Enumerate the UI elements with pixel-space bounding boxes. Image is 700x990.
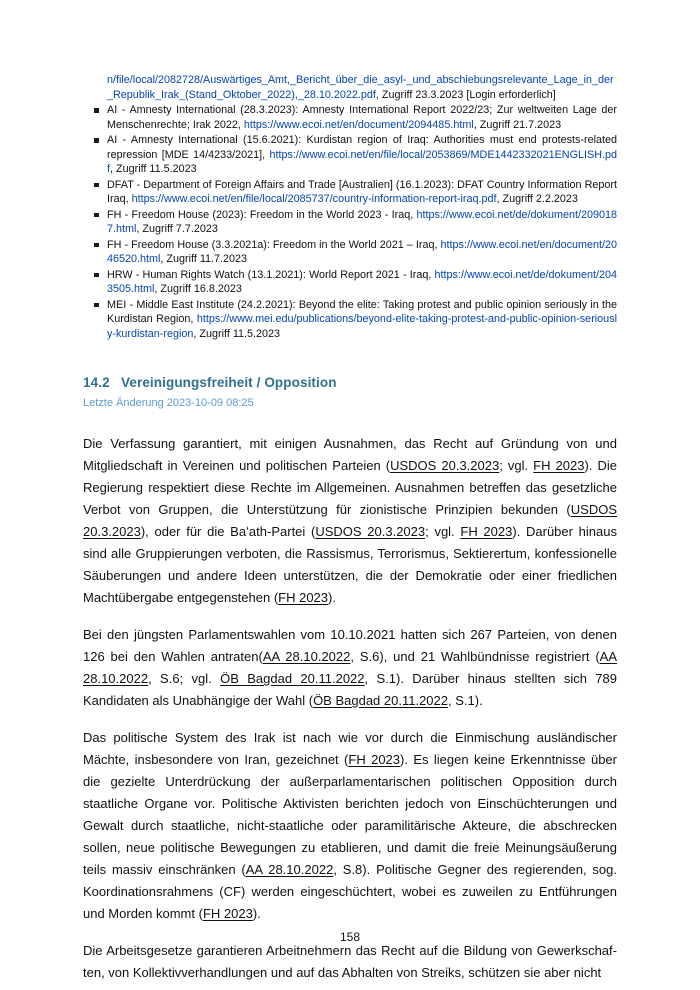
citation-link[interactable]: ÖB Bagdad 20.11.2022 [313, 693, 448, 708]
paragraph [83, 727, 617, 925]
body-paragraphs [83, 433, 617, 984]
text-run: Die Arbeitsgesetze garantieren Arbeitnehmern das Recht auf die Bildung von Gewerkschaften, von Kollektivverhandlungen und auf das Abhalten von Streiks, schützen sie aber nicht [83, 943, 617, 980]
text-run: FH - Freedom House (2023): Freedom in the World 2023 - Iraq, [107, 208, 417, 221]
text-run: ). [328, 590, 336, 605]
bibliography-item [83, 298, 617, 342]
citation-link[interactable]: USDOS 20.3.2023 [390, 458, 500, 473]
text-run: , S.8). Politische Gegner des regierenden, sog. Koordinationsrahmens (CF) werden eingeschüchtert, wobei es zuweilen zu Entführungen und Morden kommt ( [83, 862, 617, 921]
hyperlink[interactable]: https://www.ecoi.net/de/dokument/2090187.html [107, 208, 617, 235]
bibliography-item [83, 238, 617, 267]
citation-link[interactable]: FH 2023 [533, 458, 585, 473]
citation-link[interactable]: USDOS 20.3.2023 [83, 502, 617, 539]
text-run: , Zugriff 11.5.2023 [110, 163, 197, 175]
hyperlink[interactable]: https://www.ecoi.net/de/dokument/2043505.html [107, 268, 617, 295]
paragraph [83, 940, 617, 984]
citation-link[interactable]: FH 2023 [348, 752, 401, 767]
last-change-note: Letzte Änderung 2023-10-09 08:25 [83, 397, 254, 409]
text-run: HRW - Human Rights Watch (13.1.2021): World Report 2021 - Iraq, [107, 268, 435, 281]
citation-link[interactable]: AA 28.10.2022 [83, 649, 618, 686]
bibliography-item [83, 178, 617, 207]
text-run: , Zugriff 2.2.2023 [496, 193, 578, 205]
text-run: , Zugriff 21.7.2023 [473, 118, 562, 131]
text-run: Die Verfassung garantiert, mit einigen Ausnahmen, das Recht auf Gründung von und Mitgliedschaft in Vereinen und politischen Parteien ( [83, 436, 617, 473]
hyperlink[interactable]: https://www.ecoi.net/en/document/2046520.html [107, 238, 617, 265]
hyperlink[interactable]: https://www.ecoi.net/en/file/local/2085737/country-information-report-iraq.pdf [131, 193, 497, 205]
text-run: AI - Amnesty International (15.6.2021): Kurdistan region of Iraq: Authorities must end protests-related repression [MDE 14/4233/2021], [107, 134, 617, 161]
bibliography-item [83, 133, 617, 177]
text-run: ). Die Regierung respektiert diese Rechte im Allgemeinen. Ausnahmen betreffen das gesetzliche Verbot von Gruppen, die Unterstützung für zionistische Prinzipien bekunden ( [83, 458, 617, 517]
text-run: ). Darüber hinaus sind alle Gruppierungen verboten, die Rassismus, Terrorismus, Sektierertum, konfessionelle Säuberungen und andere Ideen unterstützen, die der Demokratie oder einer friedlichen Machtübergabe entgegenstehen ( [83, 524, 617, 605]
text-run: ; vgl. [499, 458, 534, 473]
paragraph [83, 624, 617, 712]
section-number: 14.2 [83, 375, 110, 390]
text-run: FH - Freedom House (3.3.2021a): Freedom in the World 2021 – Iraq, [107, 238, 441, 251]
citation-link[interactable]: ÖB Bagdad 20.11.2022 [220, 671, 365, 686]
text-run: MEI - Middle East Institute (24.2.2021): Beyond the elite: Taking protest and public opinion seriously in the Kurdistan Region, [107, 298, 617, 325]
citation-link[interactable]: FH 2023 [278, 590, 329, 605]
hyperlink[interactable]: https://www.mei.edu/publications/beyond-elite-taking-protest-and-public-opinion-seriously-kurdistan-region [107, 313, 617, 340]
text-run: , S.6; vgl. [148, 671, 221, 686]
citation-link[interactable]: FH 2023 [460, 524, 513, 539]
text-run: , Zugriff 11.5.2023 [193, 327, 281, 340]
text-run: , S.1). [448, 693, 483, 708]
text-run: ), oder für die Baʻath-Partei ( [140, 524, 316, 539]
text-run: , S.6), und 21 Wahlbündnisse registriert ( [350, 649, 600, 664]
hyperlink[interactable]: n/file/local/2082728/Auswärtiges_Amt,_Bericht_über_die_asyl-_und_abschiebungsrelevante_Lage_in_der_Republik_Irak_(Stand_Oktober_2022),_28.10.2022.pdf [107, 74, 614, 101]
text-run: ; vgl. [425, 524, 461, 539]
text-run: AI - Amnesty International (28.3.2023): Amnesty International Report 2022/23; Zur weltweiten Lage der Menschenrechte; Irak 2022, [107, 104, 617, 131]
bibliography-item [83, 208, 617, 237]
citation-link[interactable]: FH 2023 [202, 906, 253, 921]
paragraph [83, 433, 617, 609]
citation-link[interactable]: USDOS 20.3.2023 [315, 524, 426, 539]
bibliography-item [83, 103, 617, 132]
text-run: , Zugriff 11.7.2023 [160, 253, 248, 265]
hyperlink[interactable]: https://www.ecoi.net/en/document/2094485.html [243, 118, 474, 131]
text-run: Bei den jüngsten Parlamentswahlen vom 10.10.2021 hatten sich 267 Parteien, von denen 126 bei den Wahlen antraten( [83, 627, 617, 664]
page-number: 158 [339, 930, 361, 944]
text-run: , Zugriff 16.8.2023 [154, 283, 242, 295]
hyperlink[interactable]: https://www.ecoi.net/en/file/local/2053869/MDE1442332021ENGLISH.pdf [107, 148, 617, 175]
section-title: Vereinigungsfreiheit / Opposition [121, 375, 337, 390]
bibliography-list [83, 73, 617, 341]
text-run: DFAT - Department of Foreign Affairs and Trade [Australien] (16.1.2023): DFAT Country Information Report Iraq, [107, 178, 617, 205]
bibliography-item [83, 73, 617, 102]
bibliography-item [83, 268, 617, 297]
citation-link[interactable]: AA 28.10.2022 [262, 649, 351, 664]
text-run: ). [252, 906, 261, 921]
section-heading [83, 375, 617, 390]
text-run: , Zugriff 23.3.2023 [Login erforderlich] [375, 88, 556, 101]
text-run: , Zugriff 7.7.2023 [136, 223, 218, 235]
text-run: Das politische System des Irak ist nach wie vor durch die Einmischung ausländischer Mächte, insbesondere von Iran, gezeichnet ( [83, 730, 617, 767]
text-run: , S.1). Darüber hinaus stellten sich 789 Kandidaten als Unabhängige der Wahl ( [83, 671, 617, 708]
citation-link[interactable]: AA 28.10.2022 [245, 862, 334, 877]
text-run: ). Es liegen keine Erkenntnisse über die gezielte Unterdrückung der außerparlamentarischen politischen Opposition durch staatliche Organe vor. Politische Aktivisten berichten jedoch von Einschüchterungen und Gewalt durch staatliche, nicht-staatliche oder paramilitärische Akteure, die abschrecken sollen, neue politische Bewegungen zu etablieren, und damit die freie Meinungsäußerung teils massiv einschränken ( [83, 752, 617, 877]
